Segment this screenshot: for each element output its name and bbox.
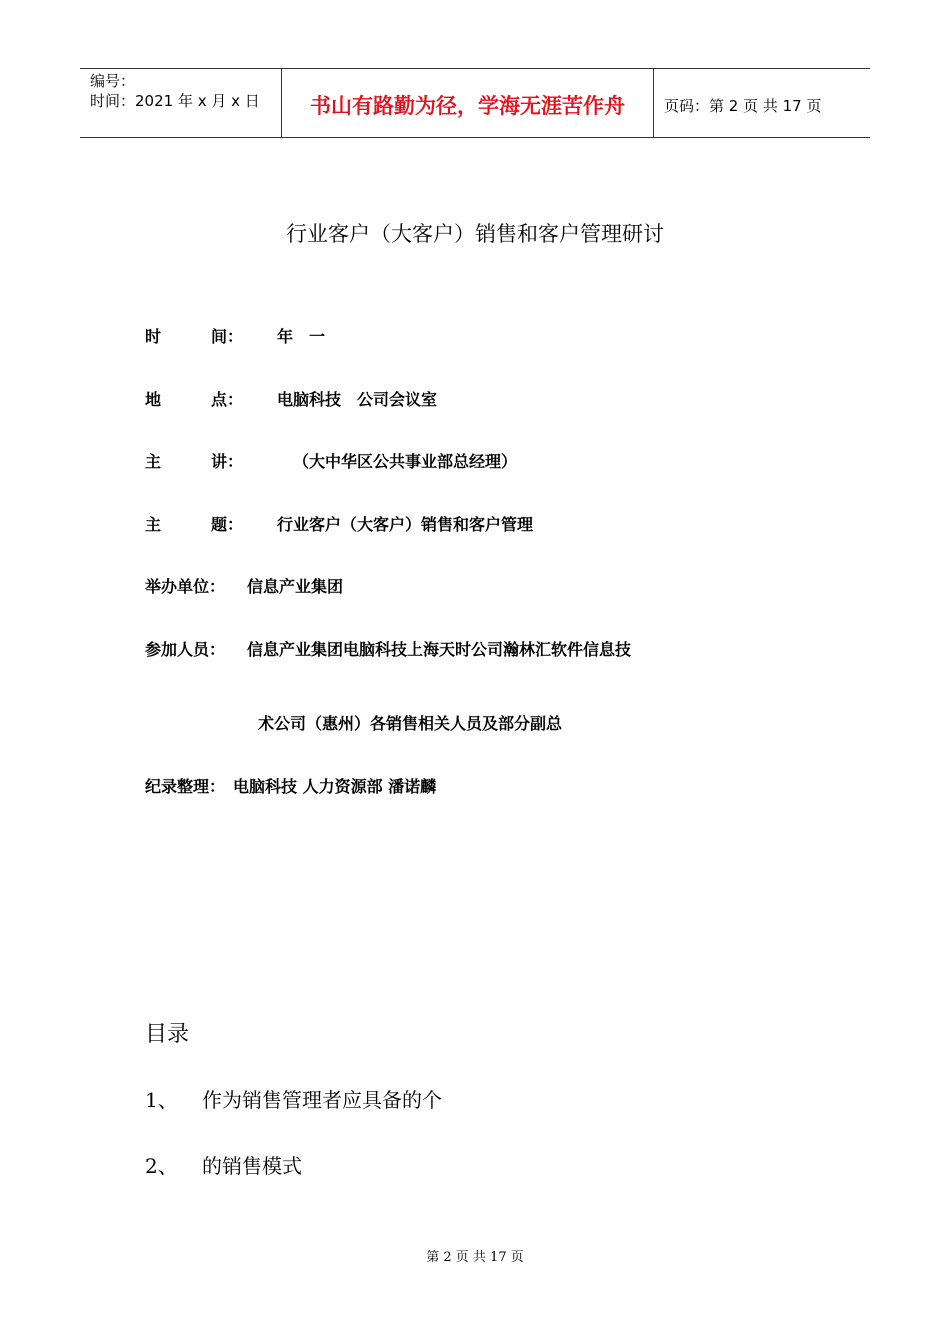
info-organizer-value: 信息产业集团 [247,577,344,596]
info-attendees-continued: 术公司（惠州）各销售相关人员及部分副总 [258,714,563,733]
info-topic [145,512,533,535]
time-label: 时间：2021 年 x 月 x 日 [90,92,260,110]
info-recorder-value: 电脑科技 人力资源部 潘诺麟 [233,777,437,796]
info-speaker-value: （大中华区公共事业部总经理） [293,452,518,471]
toc-item-number: 1、 [145,1088,178,1112]
info-recorder [145,774,436,797]
info-place-label-b: 点： [211,390,244,409]
document-title: 行业客户（大客户）销售和客户管理研讨 [286,222,664,246]
header-meta [80,69,281,137]
info-attendees [145,637,631,660]
page-header [80,68,870,138]
info-organizer [145,574,343,597]
info-time-label-a: 时 [145,327,162,346]
info-attendees-value-line1: 信息产业集团电脑科技上海天时公司瀚林汇软件信息技 [247,640,632,659]
info-topic-value: 行业客户（大客户）销售和客户管理 [277,515,534,534]
info-speaker [145,449,517,472]
info-topic-label-b: 题： [211,515,244,534]
header-motto: 书山有路勤为径，学海无涯苦作舟 [281,69,654,137]
info-attendees-label: 参加人员： [145,640,226,659]
info-place [145,387,437,410]
info-time-label-b: 间： [211,327,244,346]
header-page-number: 页码：第 2 页 共 17 页 [664,96,822,115]
toc-item[interactable] [145,1084,442,1113]
info-time-value: 年 一 [277,327,326,346]
info-speaker-label-a: 主 [145,452,162,471]
info-place-value: 电脑科技 公司会议室 [277,390,438,409]
info-speaker-label-b: 讲： [211,452,244,471]
toc-item-text: 作为销售管理者应具备的个 [202,1088,442,1112]
toc-item-number: 2、 [145,1154,178,1178]
toc-item-text: 的销售模式 [202,1154,302,1178]
info-organizer-label: 举办单位： [145,577,226,596]
toc-title: 目录 [145,1022,190,1047]
code-label: 编号： [90,72,136,90]
info-time [145,324,325,347]
page-footer: 第 2 页 共 17 页 [426,1250,524,1265]
info-place-label-a: 地 [145,390,162,409]
info-topic-label-a: 主 [145,515,162,534]
toc-item[interactable] [145,1150,302,1179]
info-recorder-label: 纪录整理： [145,777,226,796]
